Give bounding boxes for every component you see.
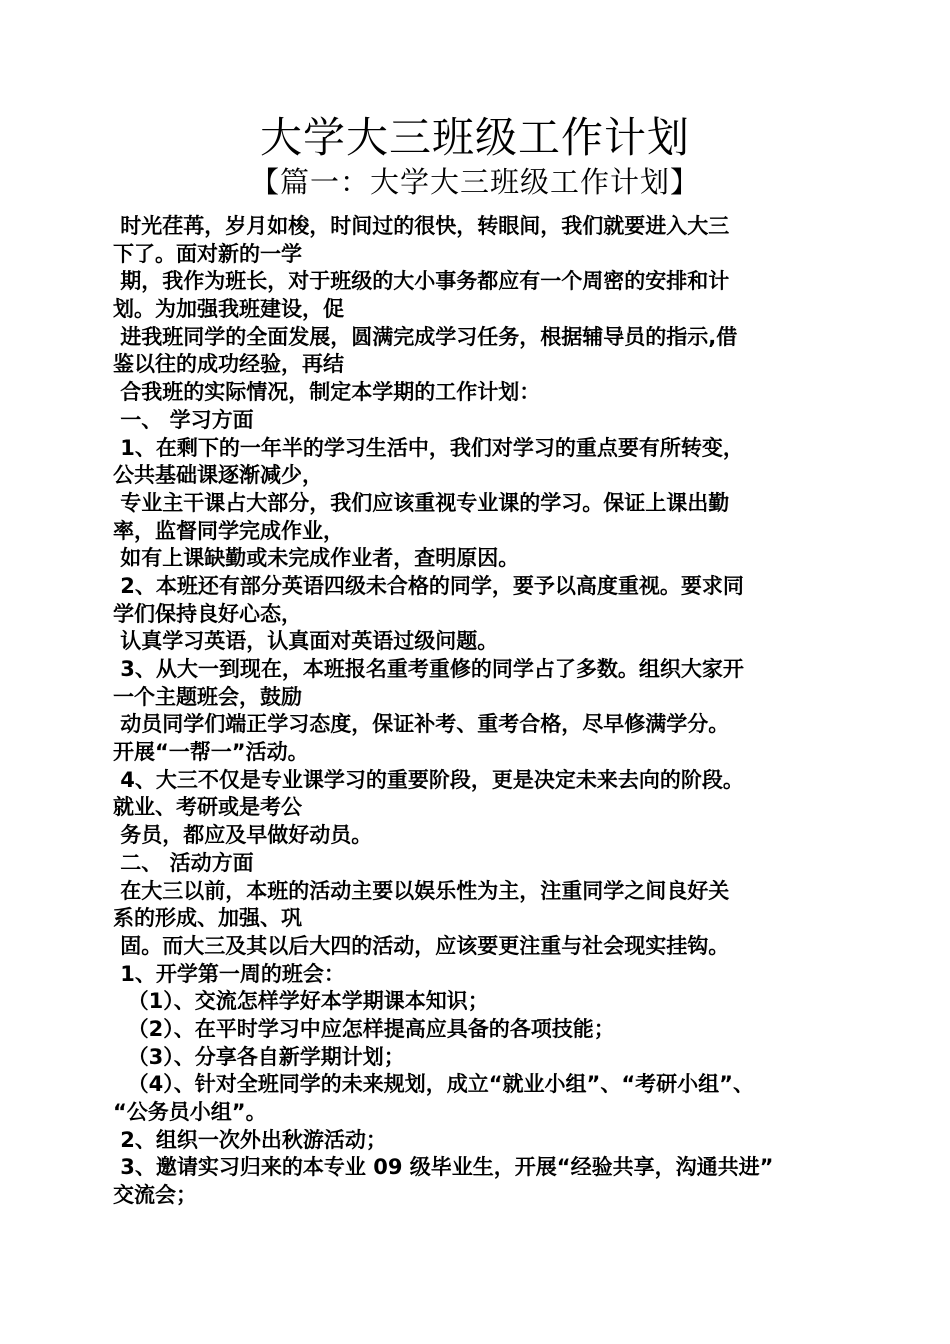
body-line: 4、大三不仅是专业课学习的重要阶段，更是决定未来去向的阶段。 xyxy=(113,767,744,792)
body-line: 在大三以前，本班的活动主要以娱乐性为主，注重同学之间良好关 xyxy=(113,878,730,903)
body-line: 1、在剩下的一年半的学习生活中，我们对学习的重点要有所转变， xyxy=(113,435,744,460)
body-line: （2）、在平时学习中应怎样提高应具备的各项技能； xyxy=(113,1016,615,1041)
body-line: 时光荏苒，岁月如梭，时间过的很快，转眼间，我们就要进入大三 xyxy=(113,214,730,238)
body-line: 一个主题班会，鼓励 xyxy=(113,684,302,709)
body-line: （1）、交流怎样学好本学期课本知识； xyxy=(113,989,489,1014)
body-line: 认真学习英语，认真面对英语过级问题。 xyxy=(113,629,499,654)
document-subtitle: 【篇一：大学大三班级工作计划】 xyxy=(249,165,700,199)
body-line: 交流会； xyxy=(113,1183,197,1208)
body-line: 动员同学们端正学习态度，保证补考、重考合格，尽早修满学分。 xyxy=(113,712,730,737)
body-line: 划。为加强我班建设，促 xyxy=(113,297,344,322)
body-line: 开展“一帮一”活动。 xyxy=(113,740,309,765)
body-line: 系的形成、加强、巩 xyxy=(113,906,302,931)
body-line: 学们保持良好心态， xyxy=(113,601,302,626)
body-line: 如有上课缺勤或未完成作业者，查明原因。 xyxy=(113,546,520,571)
body-line: （4）、针对全班同学的未来规划，成立“就业小组”、“考研小组”、 xyxy=(113,1072,754,1097)
body-line: 合我班的实际情况，制定本学期的工作计划： xyxy=(113,380,541,405)
body-line: “公务员小组”。 xyxy=(113,1100,267,1124)
body-line: 3、从大一到现在，本班报名重考重修的同学占了多数。组织大家开 xyxy=(113,657,744,681)
body-line: 3、邀请实习归来的本专业 09 级毕业生，开展“经验共享，沟通共进” xyxy=(113,1155,774,1180)
body-line: 一、 学习方面 xyxy=(113,407,254,432)
body-line: 专业主干课占大部分，我们应该重视专业课的学习。保证上课出勤 xyxy=(113,490,730,515)
body-line: 1、开学第一周的班会： xyxy=(113,961,345,986)
body-line: 就业、考研或是考公 xyxy=(113,795,302,820)
body-line: 鉴以往的成功经验，再结 xyxy=(113,352,344,377)
document-title: 大学大三班级工作计划 xyxy=(259,113,690,162)
body-line: （3）、分享各自新学期计划； xyxy=(113,1044,405,1069)
body-line: 2、组织一次外出秋游活动； xyxy=(113,1127,387,1152)
body-line: 二、 活动方面 xyxy=(113,850,254,875)
body-line: 期，我作为班长，对于班级的大小事务都应有一个周密的安排和计 xyxy=(113,269,730,294)
document-body xyxy=(113,213,833,1210)
body-line: 固。而大三及其以后大四的活动，应该要更注重与社会现实挂钩。 xyxy=(113,933,730,958)
body-line: 务员，都应及早做好动员。 xyxy=(113,823,373,848)
body-line: 2、本班还有部分英语四级未合格的同学，要予以高度重视。要求同 xyxy=(113,573,744,598)
body-line: 公共基础课逐渐减少， xyxy=(113,463,323,488)
body-line: 率，监督同学完成作业， xyxy=(113,518,344,543)
body-line: 下了。面对新的一学 xyxy=(113,241,302,266)
body-line: 进我班同学的全面发展，圆满完成学习任务，根据辅导员的指示,借 xyxy=(113,324,738,349)
